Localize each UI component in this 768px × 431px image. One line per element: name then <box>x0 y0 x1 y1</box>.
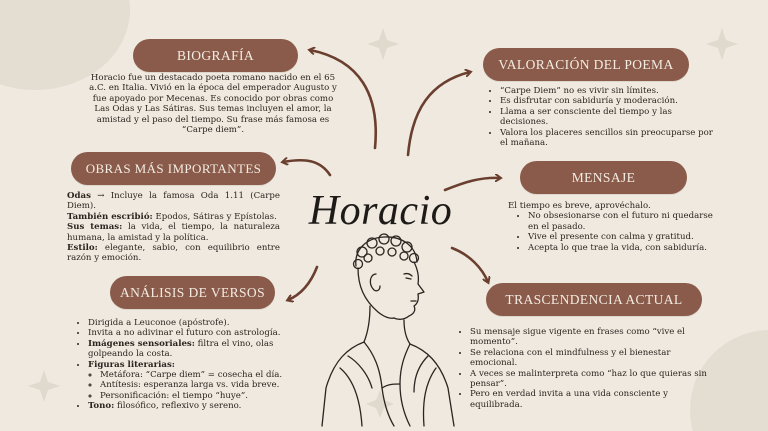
analisis-subitem: ◦ Metáfora: “Carpe diem” = cosecha el día. <box>100 370 291 380</box>
analisis-subitem: ◦ Personificación: el tiempo “huye”. <box>100 391 291 401</box>
analisis-item <box>88 401 291 411</box>
biografia-text <box>84 73 342 135</box>
analisis-heading: ANÁLISIS DE VERSOS <box>110 276 275 309</box>
valoracion-item: • Valora los placeres sencillos sin preocuparse por el mañana. <box>500 128 720 149</box>
biografia-line: Las Odas y Las Sátiras. Sus temas incluyen el amor, la <box>94 104 332 115</box>
trascendencia-heading: TRASCENDENCIA ACTUAL <box>486 283 702 316</box>
mensaje-heading: MENSAJE <box>520 161 687 194</box>
valoracion-item: • “Carpe Diem” no es vivir sin límites. <box>500 86 720 96</box>
analisis-subitem: ◦ Antítesis: esperanza larga vs. vida breve. <box>100 380 291 390</box>
analisis-item <box>88 339 291 360</box>
obras-tambien-label: También escribió: <box>67 211 153 222</box>
analisis-item-text: filtra el vino, olas golpeando la costa. <box>88 338 274 360</box>
analisis-item: • Dirigida a Leuconoe (apóstrofe). <box>88 318 291 328</box>
valoracion-item: • Llama a ser consciente del tiempo y las decisiones. <box>500 107 720 128</box>
analisis-item-label: Figuras literarias: <box>88 359 175 370</box>
analisis-item-text: filosófico, reflexivo y sereno. <box>114 401 242 412</box>
obras-estilo <box>67 243 280 264</box>
obras-odas-label: Odas <box>67 191 91 201</box>
biografia-line: fue apoyado por Mecenas. Es conocido por obras como <box>92 93 334 104</box>
main-title: Horacio <box>308 188 453 234</box>
trascendencia-item: • Pero en verdad invita a una vida consciente y equilibrada. <box>470 389 720 410</box>
obras-estilo-label: Estilo: <box>67 243 98 254</box>
trascendencia-list <box>458 327 720 410</box>
trascendencia-item: • A veces se malinterpreta como “haz lo que quieras sin pensar”. <box>470 369 720 390</box>
trascendencia-item: • Se relaciona con el mindfulness y el bienestar emocional. <box>470 348 720 369</box>
obras-odas-text: → Incluye la famosa Oda 1.11 (Carpe Diem). <box>67 191 280 212</box>
biografia-heading: BIOGRAFÍA <box>133 39 298 72</box>
valoracion-item: • Es disfrutar con sabiduría y moderación. <box>500 96 720 106</box>
analisis-item <box>88 360 291 402</box>
obras-tambien <box>67 212 280 222</box>
obras-odas <box>67 191 280 212</box>
curved-arrow-icon <box>408 72 470 155</box>
obras-heading: OBRAS MÁS IMPORTANTES <box>71 152 276 185</box>
obras-text <box>67 191 280 264</box>
valoracion-list <box>488 86 720 148</box>
biografia-line: amistad y el paso del tiempo. Su frase más famosa es <box>96 114 330 125</box>
obras-temas <box>67 222 280 243</box>
obras-temas-label: Sus temas: <box>67 222 123 233</box>
mensaje-text <box>508 201 723 253</box>
valoracion-heading: VALORACIÓN DEL POEMA <box>483 48 689 81</box>
analisis-list <box>76 318 291 412</box>
trascendencia-item: • Su mensaje sigue vigente en frases como “vive el momento”. <box>470 327 720 348</box>
analisis-item-label: Imágenes sensoriales: <box>88 338 195 349</box>
mensaje-item: • Acepta lo que trae la vida, con sabiduría. <box>528 243 723 253</box>
curved-arrow-icon <box>283 160 330 175</box>
biografia-line: Horacio fue un destacado poeta romano nacido en el 65 <box>90 73 336 83</box>
analisis-item: • Invita a no adivinar el futuro con astrología. <box>88 328 291 338</box>
horace-bust-illustration <box>318 228 458 428</box>
biografia-line: “Carpe diem”. <box>181 125 245 136</box>
mensaje-item: • Vive el presente con calma y gratitud. <box>528 232 723 242</box>
biografia-line: a.C. en Italia. Vivió en la época del emperador Augusto y <box>89 83 337 94</box>
obras-tambien-text: Epodos, Sátiras y Epístolas. <box>152 211 277 222</box>
mensaje-item: • No obsesionarse con el futuro ni quedarse en el pasado. <box>528 211 723 232</box>
mensaje-intro: El tiempo es breve, aprovéchalo. <box>508 201 651 211</box>
obras-temas-text: la vida, el tiempo, la naturaleza humana, la amistad y la política. <box>67 222 280 243</box>
obras-estilo-text: elegante, sabio, con equilibrio entre razón y emoción. <box>67 243 280 264</box>
curved-arrow-icon <box>288 267 317 300</box>
analisis-item-label: Tono: <box>88 401 115 412</box>
